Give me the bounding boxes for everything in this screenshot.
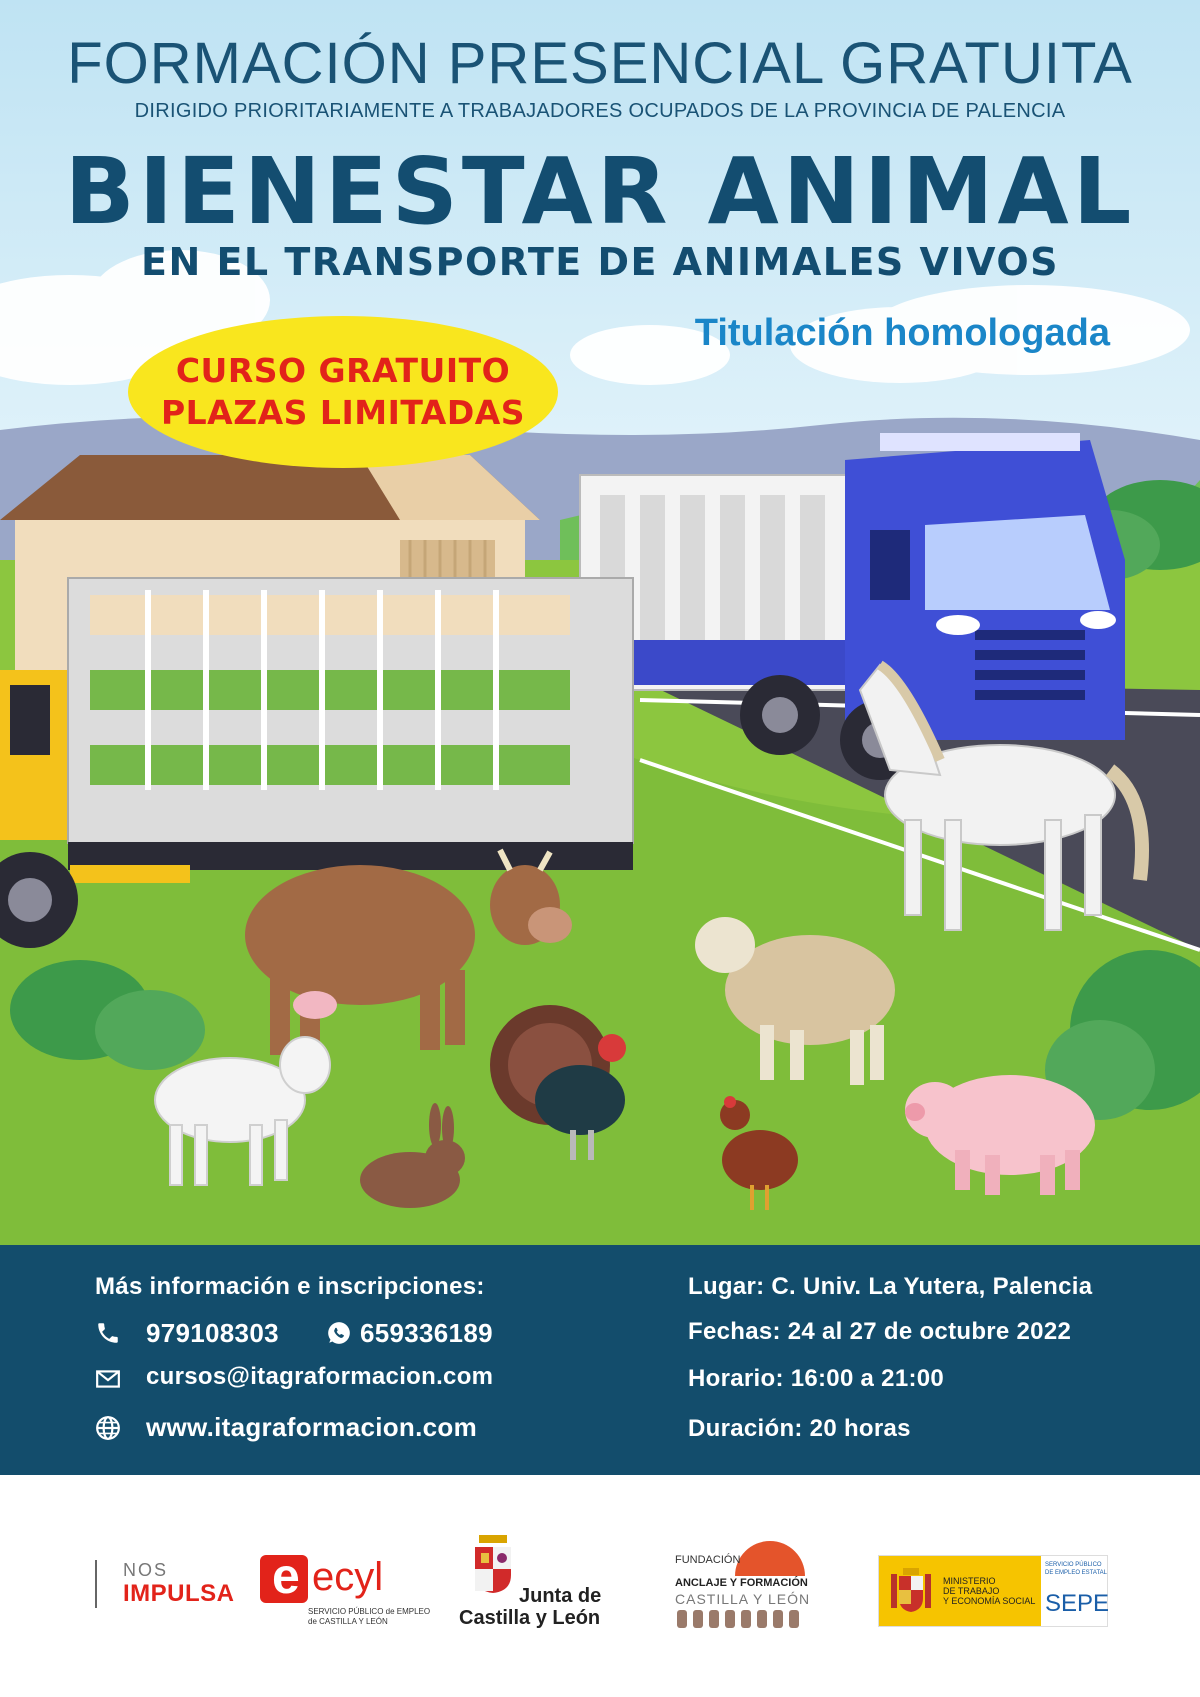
ecyl-caption-2: de CASTILLA Y LEÓN <box>308 1617 388 1626</box>
spain-coat-of-arms-icon <box>889 1568 933 1614</box>
fundacion-sun-icon <box>735 1540 805 1576</box>
fundacion-name: ANCLAJE Y FORMACIÓN <box>675 1577 808 1589</box>
phone-number[interactable]: 979108303 <box>146 1318 279 1348</box>
nos-impulsa-logo <box>95 1560 237 1608</box>
ecyl-logo: e ecyl SERVICIO PÚBLICO de EMPLEO de CASTILLA Y LEÓN <box>260 1555 420 1635</box>
ecyl-name: ecyl <box>312 1555 384 1599</box>
ministerio-line-3: Y ECONOMÍA SOCIAL <box>943 1596 1036 1606</box>
poster-title: FORMACIÓN PRESENCIAL GRATUITA <box>67 31 1133 96</box>
fundacion-region: CASTILLA Y LEÓN <box>675 1591 811 1607</box>
course-duration: Duración: 20 horas <box>688 1415 911 1442</box>
course-subtitle: EN EL TRANSPORTE DE ANIMALES VIVOS <box>140 240 1059 284</box>
phone-icon <box>95 1320 121 1346</box>
whatsapp-icon <box>326 1320 352 1346</box>
website-link[interactable]: www.itagraformacion.com <box>146 1412 477 1442</box>
sepe-name: SEPE <box>1045 1590 1110 1617</box>
whatsapp-number[interactable]: 659336189 <box>360 1318 493 1348</box>
email-address[interactable]: cursos@itagraformacion.com <box>146 1363 494 1390</box>
junta-logo <box>455 1535 625 1635</box>
fundacion-bars-icon <box>675 1610 807 1628</box>
sepe-caption-1: SERVICIO PÚBLICO <box>1045 1562 1102 1568</box>
sponsor-logos <box>0 1475 1200 1697</box>
nos-impulsa-top: NOS <box>123 1560 169 1580</box>
sepe-caption-2: DE EMPLEO ESTATAL <box>1045 1570 1108 1576</box>
junta-line-1: Junta de <box>519 1585 602 1607</box>
fundacion-label: FUNDACIÓN <box>675 1554 741 1566</box>
ministerio-sepe-logo <box>878 1555 1108 1627</box>
certification-label: Titulación homologada <box>694 312 1110 354</box>
ministerio-line-2: DE TRABAJO <box>943 1586 1000 1596</box>
ecyl-caption-1: SERVICIO PÚBLICO de EMPLEO <box>308 1607 431 1616</box>
junta-coat-of-arms-icon <box>471 1535 515 1595</box>
course-schedule: Horario: 16:00 a 21:00 <box>688 1365 945 1392</box>
badge-line-2: PLAZAS LIMITADAS <box>160 393 526 432</box>
nos-impulsa-bottom: IMPULSA <box>123 1580 235 1607</box>
course-place: Lugar: C. Univ. La Yutera, Palencia <box>688 1273 1093 1300</box>
poster-subtitle: DIRIGIDO PRIORITARIAMENTE A TRABAJADORES OCUPADOS DE LA PROVINCIA DE PALENCIA <box>134 100 1066 122</box>
globe-icon <box>95 1415 121 1441</box>
ministerio-line-1: MINISTERIO <box>943 1576 996 1586</box>
info-band <box>0 1245 1200 1475</box>
course-title: BIENESTAR ANIMAL <box>64 138 1136 245</box>
junta-line-2: Castilla y León <box>459 1607 601 1629</box>
email-icon <box>95 1366 121 1392</box>
course-dates: Fechas: 24 al 27 de octubre 2022 <box>688 1318 1072 1345</box>
fundacion-logo <box>675 1540 815 1640</box>
badge-line-1: CURSO GRATUITO <box>175 351 511 390</box>
contact-heading: Más información e inscripciones: <box>95 1273 485 1300</box>
free-course-badge <box>128 316 558 468</box>
